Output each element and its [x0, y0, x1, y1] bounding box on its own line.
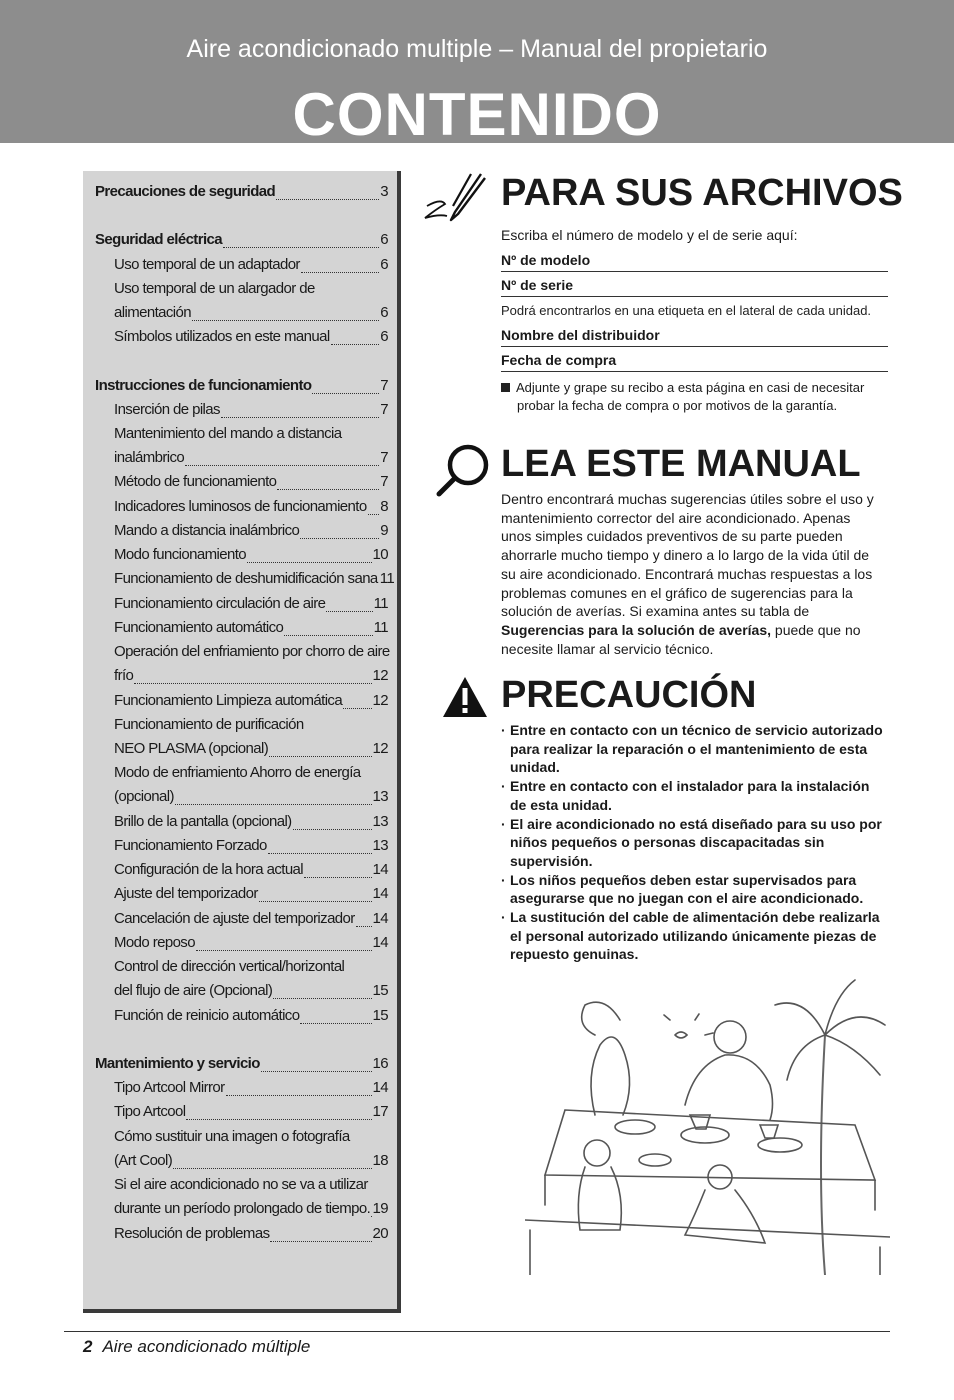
toc-entry: [114, 304, 388, 326]
toc-label: alimentación: [114, 304, 192, 321]
toc-leader-dots: [326, 600, 372, 612]
toc-label: Funcionamiento Forzado: [114, 837, 267, 854]
toc-leader-dots: [331, 333, 380, 345]
toc-page-number: 7: [380, 401, 388, 418]
precaucion-line: de esta unidad.: [510, 796, 612, 813]
toc-label: Brillo de la pantalla (opcional): [114, 813, 292, 830]
toc-label: NEO PLASMA (opcional): [114, 740, 269, 757]
toc-entry: [114, 1225, 388, 1247]
toc-page-number: 11: [373, 595, 388, 612]
precaucion-list: [501, 721, 896, 964]
page-header: [0, 0, 954, 148]
picnic-illustration: [525, 975, 890, 1275]
toc-label: Tipo Artcool: [114, 1103, 186, 1120]
toc-leader-dots: [259, 890, 372, 902]
toc-entry: [114, 788, 388, 810]
model-number-field: Nº de modelo: [501, 252, 888, 272]
toc-label: Modo de enfriamiento Ahorro de energía: [114, 764, 361, 781]
toc-page-number: 15: [372, 1007, 388, 1024]
toc-entry: [114, 1007, 388, 1029]
toc-entry: [114, 1176, 368, 1198]
toc-leader-dots: [226, 1084, 372, 1096]
toc-leader-dots: [293, 818, 372, 830]
precaucion-line: supervisión.: [510, 852, 593, 869]
toc-entry: [114, 837, 388, 859]
toc-page-number: 20: [372, 1225, 388, 1242]
toc-leader-dots: [192, 309, 379, 321]
toc-leader-dots: [273, 987, 371, 999]
table-of-contents: [83, 171, 401, 1313]
precaucion-item: [501, 815, 896, 871]
toc-page-number: 6: [380, 328, 388, 345]
toc-page-number: 14: [372, 934, 388, 951]
purchase-date-field: Fecha de compra: [501, 352, 888, 372]
toc-leader-dots: [173, 1157, 371, 1169]
toc-page-number: 18: [372, 1152, 388, 1169]
toc-entry: [114, 328, 388, 350]
precaucion-line: asegurarse que no juegan con el aire acondicionado.: [510, 890, 864, 907]
toc-page-number: 15: [372, 982, 388, 999]
lea-line: solución de averías. Si examina antes su tabla de: [501, 603, 810, 620]
toc-page-number: 7: [380, 377, 388, 394]
toc-label: Indicadores luminosos de funcionamiento: [114, 498, 367, 515]
toc-leader-dots: [284, 624, 372, 636]
toc-page-number: 12: [372, 740, 388, 757]
archivos-note: Podrá encontrarlos en una etiqueta en el lateral de cada unidad.: [501, 303, 872, 318]
warning-icon: [441, 675, 489, 724]
toc-entry: [114, 982, 388, 1004]
toc-label: Si el aire acondicionado no se va a utilizar: [114, 1176, 368, 1193]
footer-text: Aire acondicionado múltiple: [102, 1337, 311, 1356]
page-footer: [83, 1337, 310, 1357]
toc-entry: [114, 619, 388, 641]
lea-lines: [501, 490, 891, 621]
toc-label: Mando a distancia inalámbrico: [114, 522, 300, 539]
precaucion-line: unidad.: [510, 759, 560, 776]
toc-entry: [114, 740, 388, 762]
toc-label: Resolución de problemas: [114, 1225, 270, 1242]
toc-page-number: 14: [372, 1079, 388, 1096]
toc-leader-dots: [268, 842, 372, 854]
toc-page-number: 14: [372, 910, 388, 927]
toc-page-number: 13: [372, 837, 388, 854]
toc-leader-dots: [300, 527, 379, 539]
toc-entry: [114, 1128, 350, 1150]
precaucion-line: el personal autorizado utilizando únicamente piezas de: [510, 927, 877, 944]
toc-entry: [114, 449, 388, 471]
toc-label: frío: [114, 667, 134, 684]
toc-page-number: 14: [372, 861, 388, 878]
precaucion-line: niños pequeños o personas discapacitadas sin: [510, 834, 825, 851]
toc-label: Función de reinicio automático: [114, 1007, 300, 1024]
toc-leader-dots: [276, 188, 379, 200]
toc-label: Uso temporal de un alargador de: [114, 280, 315, 297]
toc-page-number: 9: [380, 522, 388, 539]
page-title: CONTENIDO: [292, 81, 662, 148]
toc-leader-dots: [223, 236, 379, 248]
toc-entry: [114, 1103, 388, 1125]
lea-tail-1: puede que no: [771, 621, 861, 638]
toc-leader-dots: [175, 793, 372, 805]
toc-label: durante un período prolongado de tiempo.: [114, 1200, 371, 1217]
toc-entry: [114, 1200, 388, 1222]
toc-page-number: 11: [379, 570, 395, 587]
toc-entry: [114, 1079, 388, 1101]
toc-page-number: 17: [372, 1103, 388, 1120]
toc-label: Mantenimiento y servicio: [95, 1055, 260, 1072]
toc-leader-dots: [277, 478, 379, 490]
toc-entry: [114, 280, 315, 302]
toc-leader-dots: [247, 551, 371, 563]
serial-number-field: Nº de serie: [501, 277, 888, 297]
header-subtitle: Aire acondicionado multiple – Manual del propietario: [186, 35, 768, 63]
toc-label: Tipo Artcool Mirror: [114, 1079, 225, 1096]
toc-leader-dots: [221, 406, 379, 418]
toc-page-number: 6: [380, 256, 388, 273]
toc-page-number: 8: [380, 498, 388, 515]
toc-entry: [114, 910, 388, 932]
toc-label: Precauciones de seguridad: [95, 183, 276, 200]
toc-label: Funcionamiento de purificación: [114, 716, 304, 733]
toc-leader-dots: [261, 1060, 372, 1072]
toc-page-number: 12: [372, 667, 388, 684]
toc-leader-dots: [312, 382, 379, 394]
toc-label: (Art Cool): [114, 1152, 173, 1169]
toc-label: Uso temporal de un adaptador: [114, 256, 300, 273]
toc-label: Instrucciones de funcionamiento: [95, 377, 312, 394]
toc-entry: [114, 861, 388, 883]
toc-entry: [114, 595, 388, 617]
receipt-note: [501, 379, 889, 415]
toc-entry: [114, 667, 388, 689]
lea-line: mantenimiento corrector del aire acondicionado. Apenas: [501, 509, 851, 526]
toc-entry: [114, 692, 388, 714]
toc-page-number: 6: [380, 304, 388, 321]
toc-entry: [114, 643, 390, 665]
toc-section: [95, 377, 388, 399]
lea-line: su aire acondicionado. Encontrará muchas respuestas a los: [501, 565, 873, 582]
lea-title: LEA ESTE MANUAL: [501, 443, 861, 485]
precaucion-line: para realizar la reparación o el mantenimiento de esta: [510, 740, 868, 757]
lea-line: Dentro encontrará muchas sugerencias útiles sobre el uso y: [501, 491, 874, 507]
toc-leader-dots: [368, 503, 380, 515]
toc-leader-dots: [304, 866, 371, 878]
toc-leader-dots: [185, 454, 379, 466]
toc-leader-dots: [343, 697, 371, 709]
precaucion-line: · Los niños pequeños deben estar supervisados para: [510, 871, 857, 888]
precaucion-item: [501, 777, 896, 814]
toc-label: inalámbrico: [114, 449, 185, 466]
dealer-name-field: Nombre del distribuidor: [501, 327, 888, 347]
toc-label: del flujo de aire (Opcional): [114, 982, 273, 999]
toc-page-number: 10: [372, 546, 388, 563]
toc-leader-dots: [134, 672, 371, 684]
toc-leader-dots: [356, 915, 372, 927]
precaucion-item: [501, 871, 896, 908]
lea-line: problemas comunes en el gráfico de sugerencias para la: [501, 584, 853, 601]
pen-icon: [421, 170, 493, 231]
precaucion-line: · El aire acondicionado no está diseñado para su uso por: [510, 815, 882, 832]
toc-entry: [114, 716, 304, 738]
toc-entry: [114, 813, 388, 835]
toc-page-number: 12: [372, 692, 388, 709]
square-bullet-icon: [501, 383, 510, 392]
toc-page-number: 13: [372, 788, 388, 805]
toc-leader-dots: [301, 261, 379, 273]
toc-entry: [114, 425, 341, 447]
toc-page-number: 16: [372, 1055, 388, 1072]
toc-entry: [114, 256, 388, 278]
precaucion-line: · Entre en contacto con el instalador para la instalación: [510, 778, 870, 795]
toc-label: Cómo sustituir una imagen o fotografía: [114, 1128, 350, 1145]
toc-entry: [114, 958, 344, 980]
page-number: 2: [83, 1337, 93, 1356]
toc-label: Inserción de pilas: [114, 401, 220, 418]
magnifier-icon: [434, 443, 494, 504]
toc-page-number: 7: [380, 449, 388, 466]
lea-body: [501, 490, 891, 658]
receipt-line-1: Adjunte y grape su recibo a esta página en casi de necesitar: [516, 380, 865, 395]
toc-label: Ajuste del temporizador: [114, 885, 258, 902]
toc-page-number: 6: [380, 231, 388, 248]
toc-leader-dots: [269, 745, 371, 757]
toc-label: Configuración de la hora actual: [114, 861, 304, 878]
toc-entry: [114, 885, 388, 907]
toc-section: [95, 1055, 388, 1077]
receipt-line-2: probar la fecha de compra o por motivos de la garantía.: [517, 398, 838, 413]
toc-page-number: 19: [372, 1200, 388, 1217]
toc-label: Seguridad eléctrica: [95, 231, 222, 248]
precaucion-item: [501, 721, 896, 777]
toc-label: Símbolos utilizados en este manual: [114, 328, 330, 345]
toc-page-number: 13: [372, 813, 388, 830]
toc-entry: [114, 546, 388, 568]
precaucion-line: · Entre en contacto con un técnico de servicio autorizado: [510, 722, 883, 738]
toc-entry: [114, 934, 388, 956]
toc-label: Cancelación de ajuste del temporizador: [114, 910, 355, 927]
lea-bold-phrase: Sugerencias para la solución de averías,: [501, 621, 772, 638]
archivos-intro: Escriba el número de modelo y el de serie aquí:: [501, 227, 798, 243]
toc-page-number: 3: [380, 183, 388, 200]
toc-label: Funcionamiento automático: [114, 619, 284, 636]
toc-leader-dots: [196, 939, 372, 951]
toc-entry: [114, 570, 395, 592]
toc-section: [95, 183, 388, 205]
toc-label: Modo reposo: [114, 934, 195, 951]
toc-leader-dots: [300, 1012, 371, 1024]
toc-entry: [114, 401, 388, 423]
toc-page-number: 11: [373, 619, 388, 636]
lea-tail-2: necesite llamar al servicio técnico.: [501, 640, 714, 657]
toc-label: Mantenimiento del mando a distancia: [114, 425, 342, 442]
precaucion-title: PRECAUCIÓN: [501, 674, 757, 716]
toc-label: Funcionamiento circulación de aire: [114, 595, 326, 612]
precaucion-item: [501, 908, 896, 964]
toc-entry: [114, 764, 361, 786]
toc-label: (opcional): [114, 788, 174, 805]
toc-entry: [114, 473, 388, 495]
toc-label: Funcionamiento Limpieza automática: [114, 692, 343, 709]
toc-label: Método de funcionamiento: [114, 473, 277, 490]
toc-label: Operación del enfriamiento por chorro de aire: [114, 643, 390, 660]
lea-line: ahorrarle mucho tiempo y dinero a lo largo de la vida útil de: [501, 547, 870, 564]
toc-label: Modo funcionamiento: [114, 546, 247, 563]
precaucion-line: repuesto genuinas.: [510, 946, 639, 963]
toc-section: [95, 231, 388, 253]
toc-entry: [114, 1152, 388, 1174]
archivos-title: PARA SUS ARCHIVOS: [501, 172, 903, 214]
toc-leader-dots: [186, 1108, 371, 1120]
toc-entry: [114, 498, 388, 520]
toc-label: Funcionamiento de deshumidificación sana: [114, 570, 378, 587]
lea-line: unos simples cuidados preventivos de su parte pueden: [501, 528, 843, 545]
footer-rule: [64, 1331, 890, 1332]
toc-page-number: 7: [380, 473, 388, 490]
toc-page-number: 14: [372, 885, 388, 902]
precaucion-line: · La sustitución del cable de alimentación debe realizarla: [510, 909, 880, 926]
toc-entry: [114, 522, 388, 544]
toc-label: Control de dirección vertical/horizontal: [114, 958, 345, 975]
toc-leader-dots: [270, 1230, 371, 1242]
